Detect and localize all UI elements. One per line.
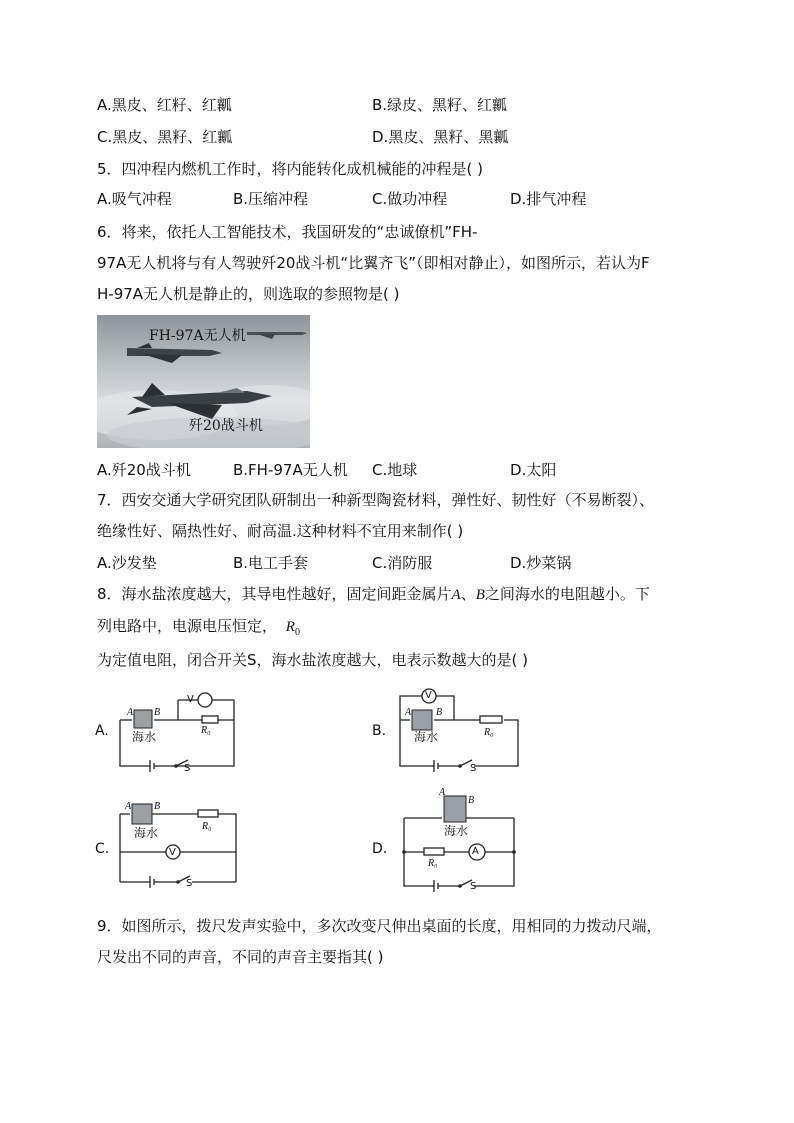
q7-stem-line2: 绝缘性好、隔热性好、耐高温.这种材料不宜用来制作( ) [97, 522, 464, 540]
circuit-d [394, 788, 524, 896]
q8-stem-line2 [97, 616, 300, 643]
circuit-d-node-b: B [468, 795, 475, 806]
q7-option-a: A.沙发垫 [97, 554, 157, 572]
q5-option-b: B.压缩冲程 [233, 190, 309, 208]
voltmeter-c-label: V [169, 847, 176, 858]
q6-option-b: B.FH-97A无人机 [233, 461, 348, 479]
circuit-c-node-b: B [154, 801, 161, 812]
circuit-c [114, 800, 242, 892]
q7-option-d: D.炒菜锅 [510, 554, 572, 572]
q6-stem-line1: 6．将来，依托人工智能技术，我国研发的“忠诚僚机”FH- [97, 223, 478, 241]
q7-stem-line1: 7．西安交通大学研究团队研制出一种新型陶瓷材料，弹性好、韧性好（不易断裂）、 [97, 491, 655, 509]
circuit-d-label: D. [372, 841, 388, 857]
q9-stem-line2: 尺发出不同的声音，不同的声音主要指其( ) [97, 948, 384, 966]
photo-caption-fighter: 歼20战斗机 [189, 418, 263, 434]
q4-option-d: D.黑皮、黑籽、黑瓤 [372, 128, 509, 146]
q6-aircraft-photo [97, 315, 310, 448]
electrode-b-label: B [475, 587, 485, 603]
r0-subscript: 0 [294, 627, 300, 638]
q6-stem-line2: 97A无人机将与有人驾驶歼20战斗机“比翼齐飞”（即相对静止），如图所示，若认为F [97, 254, 650, 272]
photo-caption-drone: FH-97A无人机 [149, 328, 246, 344]
r0-letter: R [285, 619, 295, 635]
circuit-b-label: B. [372, 723, 387, 739]
electrode-a-label: A [451, 587, 461, 603]
circuit-c-r0-label: R₀ [202, 821, 212, 832]
circuit-b-r0-label: R₀ [484, 727, 494, 738]
circuit-c-node-a: A [125, 801, 132, 812]
circuit-a-label: A. [95, 723, 109, 739]
circuit-a-r0-label: R₀ [201, 725, 211, 736]
circuit-b-sea-label: 海水 [414, 730, 439, 744]
circuit-b-node-b: B [436, 707, 443, 718]
q8-stem-text-a: 8．海水盐浓度越大，其导电性越好，固定间距金属片 [97, 585, 452, 603]
voltmeter-b-label: V [425, 690, 432, 701]
circuit-d-switch-label: S [470, 881, 477, 892]
q5-stem: 5．四冲程内燃机工作时，将内能转化成机械能的冲程是( ) [97, 160, 484, 178]
voltmeter-a-label: V [187, 694, 194, 705]
circuit-c-switch-label: S [186, 878, 193, 889]
circuit-d-r0-label: R₀ [428, 858, 438, 869]
circuit-d-sea-label: 海水 [444, 824, 469, 838]
drone-small-icon [247, 332, 307, 339]
q6-stem-line3: H-97A无人机是静止的，则选取的参照物是( ) [97, 285, 400, 303]
circuit-b [394, 680, 524, 776]
q7-option-c: C.消防服 [372, 554, 433, 572]
circuit-c-sea-label: 海水 [134, 826, 159, 840]
circuit-b-node-a: A [405, 707, 412, 718]
q8-stem-sep: 、 [460, 585, 476, 603]
circuit-a-sea-label: 海水 [132, 730, 157, 744]
q9-stem-line1: 9．如图所示，拨尺发声实验中，多次改变尺伸出桌面的长度，用相同的力拨动尺端， [97, 917, 662, 935]
circuit-a-node-b: B [154, 707, 161, 718]
ammeter-d-label: A [472, 846, 479, 857]
q8-stem-text-b: 之间海水的电阻越小。下 [484, 585, 650, 603]
q5-option-d: D.排气冲程 [510, 190, 587, 208]
q5-option-a: A.吸气冲程 [97, 190, 172, 208]
q4-option-c: C.黑皮、黑籽、红瓤 [97, 128, 233, 146]
q7-option-b: B.电工手套 [233, 554, 309, 572]
q8-stem-text-c: 列电路中，电源电压恒定， [97, 617, 278, 635]
r0-symbol [285, 619, 300, 638]
q8-stem-line3: 为定值电阻，闭合开关S，海水盐浓度越大，电表示数越大的是( ) [97, 651, 528, 669]
circuit-a-node-a: A [127, 707, 134, 718]
q6-option-c: C.地球 [372, 461, 418, 479]
circuit-b-switch-label: S [470, 763, 477, 774]
q8-stem-line1 [97, 584, 650, 605]
q6-option-a: A.歼20战斗机 [97, 461, 191, 479]
circuit-d-node-a: A [439, 787, 446, 798]
q4-option-a: A.黑皮、红籽、红瓤 [97, 96, 232, 114]
q4-option-b: B.绿皮、黑籽、红瓤 [372, 96, 508, 114]
circuit-a-switch-label: S [184, 763, 191, 774]
q6-option-d: D.太阳 [510, 461, 557, 479]
drone-large-icon [127, 343, 222, 363]
circuit-a [114, 680, 242, 776]
q5-option-c: C.做功冲程 [372, 190, 448, 208]
circuit-c-label: C. [95, 841, 110, 857]
